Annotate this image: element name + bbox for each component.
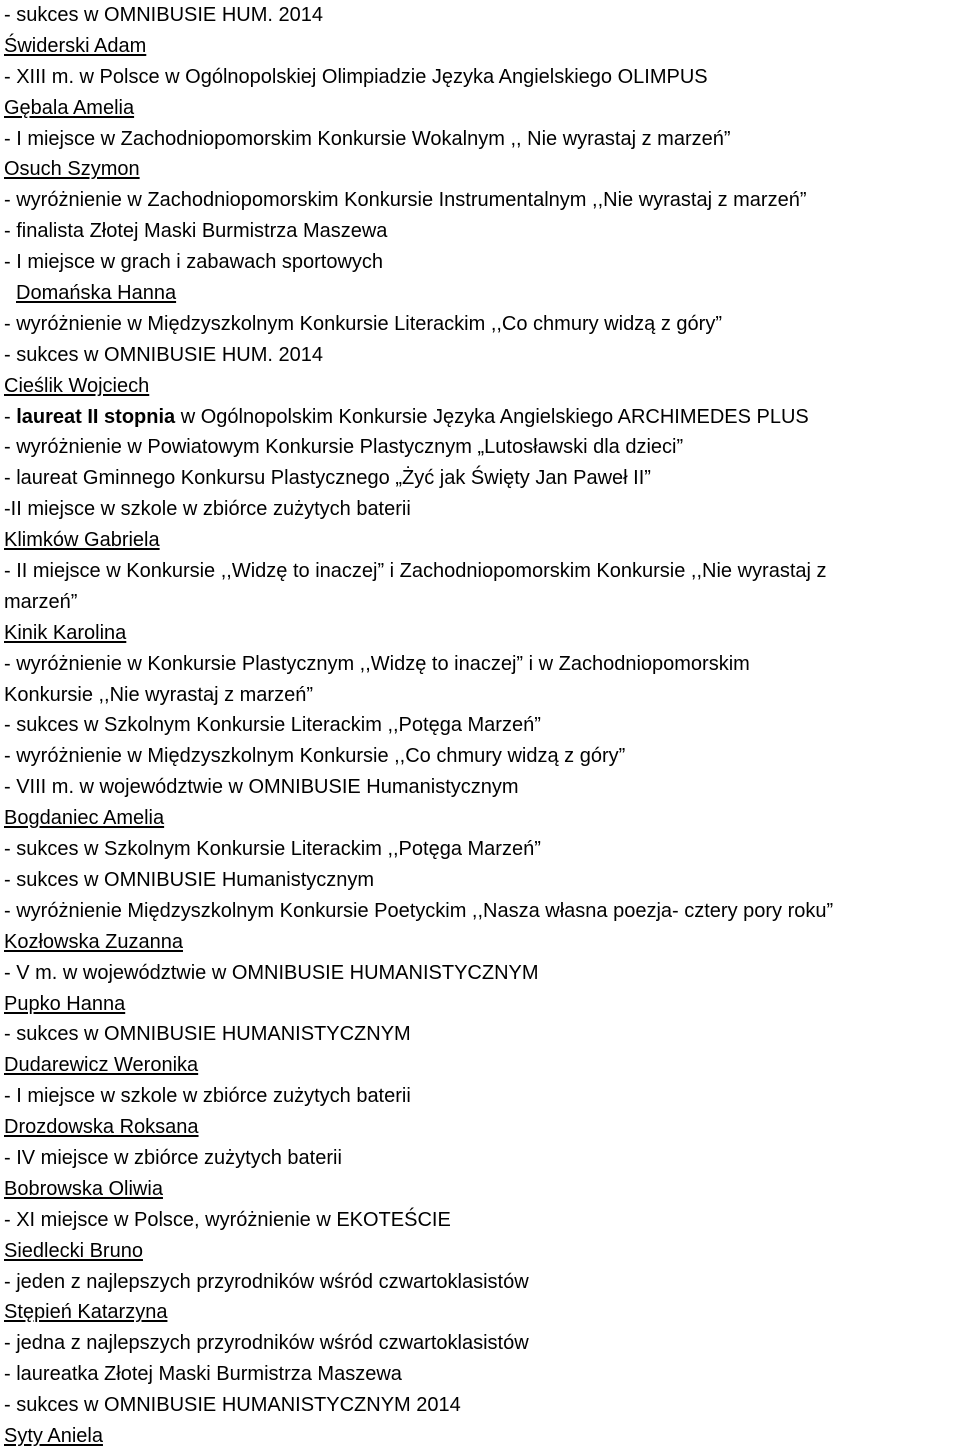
student-name <box>4 1421 958 1452</box>
achievement-line: - sukces w OMNIBUSIE HUMANISTYCZNYM <box>4 1023 411 1046</box>
achievement-line: - I miejsce w grach i zabawach sportowych <box>4 251 384 274</box>
student-name <box>4 1236 958 1267</box>
student-name <box>4 1112 958 1143</box>
student-name-text: Kinik Karolina <box>4 621 127 644</box>
student-name <box>4 1050 958 1081</box>
achievement-line: - wyróżnienie Międzyszkolnym Konkursie Poetyckim ,,Nasza własna poezja- cztery pory roku” <box>4 899 834 922</box>
student-name-text: Bobrowska Oliwia <box>4 1177 163 1200</box>
achievement-line: - II miejsce w Konkursie ,,Widzę to inaczej” i Zachodniopomorskim Konkursie ,,Nie wyrastaj z <box>4 560 827 583</box>
student-name-text: Siedlecki Bruno <box>4 1239 143 1262</box>
achievement-line: Konkursie ,,Nie wyrastaj z marzeń” <box>4 683 313 706</box>
student-name <box>4 1297 958 1328</box>
achievement-prefix: - <box>4 405 17 428</box>
achievement-line: - wyróżnienie w Międzyszkolnym Konkursie ,,Co chmury widzą z góry” <box>4 745 626 768</box>
achievement-emphasis: laureat II stopnia <box>16 405 176 428</box>
student-name <box>4 989 958 1020</box>
achievement-line: - finalista Złotej Maski Burmistrza Maszewa <box>4 220 388 243</box>
student-name <box>4 31 958 62</box>
achievement-line: - wyróżnienie w Zachodniopomorskim Konkursie Instrumentalnym ,,Nie wyrastaj z marzeń” <box>4 189 807 212</box>
document-body <box>4 0 958 1452</box>
achievement-line: - jeden z najlepszych przyrodników wśród czwartoklasistów <box>4 1270 529 1293</box>
student-name-text: Syty Aniela <box>4 1424 103 1447</box>
student-name <box>4 525 958 556</box>
achievement-line: - sukces w Szkolnym Konkursie Literackim ,,Potęga Marzeń” <box>4 838 541 861</box>
achievement-line: - wyróżnienie w Konkursie Plastycznym ,,Widzę to inaczej” i w Zachodniopomorskim <box>4 652 750 675</box>
achievement-line: - wyróżnienie w Powiatowym Konkursie Plastycznym „Lutosławski dla dzieci” <box>4 436 684 459</box>
student-name <box>4 618 958 649</box>
achievement-line: - sukces w OMNIBUSIE Humanistycznym <box>4 868 375 891</box>
achievement-line: marzeń” <box>4 590 78 613</box>
achievement-line: - VIII m. w województwie w OMNIBUSIE Humanistycznym <box>4 776 519 799</box>
achievement-line: - sukces w OMNIBUSIE HUM. 2014 <box>4 343 323 366</box>
student-name-text: Cieślik Wojciech <box>4 374 150 397</box>
achievement-line: - IV miejsce w zbiórce zużytych baterii <box>4 1146 342 1169</box>
student-name-text: Osuch Szymon <box>4 158 140 181</box>
student-name-text: Dudarewicz Weronika <box>4 1054 199 1077</box>
achievement-line: - wyróżnienie w Międzyszkolnym Konkursie Literackim ,,Co chmury widzą z góry” <box>4 312 722 335</box>
achievement-line: - I miejsce w szkole w zbiórce zużytych baterii <box>4 1085 411 1108</box>
achievement-text: w Ogólnopolskim Konkursie Języka Angielskiego ARCHIMEDES PLUS <box>175 405 809 428</box>
student-name <box>4 803 958 834</box>
student-name <box>4 93 958 124</box>
achievement-line: - sukces w OMNIBUSIE HUMANISTYCZNYM 2014 <box>4 1394 461 1417</box>
student-name-text: Stępień Katarzyna <box>4 1301 168 1324</box>
achievement-line: - sukces w Szkolnym Konkursie Literackim ,,Potęga Marzeń” <box>4 714 541 737</box>
achievement-line: - laureat Gminnego Konkursu Plastycznego „Żyć jak Święty Jan Paweł II” <box>4 467 651 490</box>
student-name <box>4 278 958 309</box>
student-name-text: Klimków Gabriela <box>4 529 160 552</box>
achievement-line: - XI miejsce w Polsce, wyróżnienie w EKOTEŚCIE <box>4 1208 451 1231</box>
student-name-text: Świderski Adam <box>4 34 147 57</box>
student-name <box>4 1174 958 1205</box>
achievement-line: - sukces w OMNIBUSIE HUM. 2014 <box>4 4 323 26</box>
student-name <box>4 154 958 185</box>
achievement-line: -II miejsce w szkole w zbiórce zużytych baterii <box>4 498 411 521</box>
achievement-line: - V m. w województwie w OMNIBUSIE HUMANISTYCZNYM <box>4 961 539 984</box>
student-name <box>4 927 958 958</box>
student-name-text: Gębala Amelia <box>4 96 135 119</box>
student-name-text: Drozdowska Roksana <box>4 1116 199 1139</box>
student-name-text: Bogdaniec Amelia <box>4 807 165 830</box>
achievement-line: - I miejsce w Zachodniopomorskim Konkursie Wokalnym ,, Nie wyrastaj z marzeń” <box>4 127 731 150</box>
student-name-text: Domańska Hanna <box>16 282 177 305</box>
achievement-line <box>4 402 958 433</box>
achievement-line: - XIII m. w Polsce w Ogólnopolskiej Olimpiadzie Języka Angielskiego OLIMPUS <box>4 65 708 88</box>
student-name-text: Kozłowska Zuzanna <box>4 930 183 953</box>
achievement-line: - jedna z najlepszych przyrodników wśród czwartoklasistów <box>4 1332 529 1355</box>
achievement-line: - laureatka Złotej Maski Burmistrza Maszewa <box>4 1363 402 1386</box>
student-name <box>4 371 958 402</box>
student-name-text: Pupko Hanna <box>4 992 126 1015</box>
